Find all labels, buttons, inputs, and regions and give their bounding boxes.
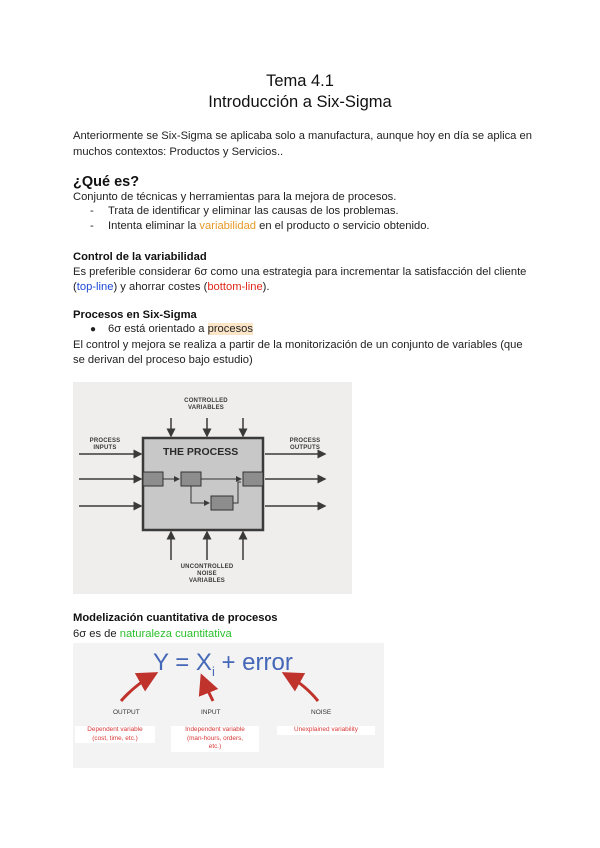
modelizacion-text-before: 6σ es de	[73, 628, 120, 640]
bullet-dot: ●	[90, 324, 97, 335]
top-line-term: top-line	[76, 281, 114, 293]
output-description: Dependent variable (cost, time, etc.)	[75, 726, 155, 743]
modelizacion-text	[73, 627, 533, 643]
control-line-1: Es preferible considerar 6σ como una estrategia para incrementar la satisfacción del cliente	[73, 266, 527, 278]
naturaleza-cuantitativa-highlight: naturaleza cuantitativa	[119, 628, 232, 640]
output-label: OUTPUT	[113, 709, 140, 716]
paren-open: (	[73, 281, 77, 293]
formula-y-equals-x: Y = X	[153, 649, 212, 676]
section-heading-procesos: Procesos en Six-Sigma	[73, 309, 197, 321]
process-diagram-drawing	[73, 382, 352, 594]
bullet-text-before: 6σ está orientado a	[108, 323, 208, 335]
page-title-topic: Tema 4.1	[266, 72, 334, 90]
que-es-definition: Conjunto de técnicas y herramientas para la mejora de procesos.	[73, 191, 397, 203]
paren-close: ).	[262, 281, 270, 293]
list-dash: -	[90, 205, 94, 217]
que-es-item-1: Trata de identificar y eliminar las causas de los problemas.	[108, 205, 399, 217]
noise-label: NOISE	[311, 709, 332, 716]
item-2-text-before: Intenta eliminar la	[108, 220, 200, 232]
procesos-line-2: se derivan del proceso bajo estudio)	[73, 354, 253, 366]
procesos-bullet-text	[108, 323, 253, 335]
the-process-label: THE PROCESS	[163, 446, 239, 458]
procesos-highlight: procesos	[207, 323, 253, 335]
input-description: Independent variable (man-hours, orders, etc.)	[171, 726, 259, 752]
uncontrolled-noise-label: UNCONTROLLED NOISE VARIABLES	[180, 564, 234, 584]
list-dash: -	[90, 220, 94, 232]
input-label: INPUT	[201, 709, 221, 716]
section-heading-control: Control de la variabilidad	[73, 251, 207, 263]
section-heading-modelizacion: Modelización cuantitativa de procesos	[73, 612, 278, 624]
process-inputs-label: PROCESS INPUTS	[89, 438, 121, 451]
noise-description: Unexplained variability	[277, 726, 375, 735]
page-title: Introducción a Six-Sigma	[208, 93, 392, 111]
formula-image	[73, 643, 384, 768]
control-line-2	[73, 280, 533, 296]
formula-subscript: i	[211, 663, 215, 679]
formula-plus-error: + error	[214, 649, 293, 676]
intro-line-2: muchos contextos: Productos y Servicios..	[73, 146, 284, 158]
bottom-line-term: bottom-line	[207, 281, 263, 293]
variabilidad-highlight: variabilidad	[199, 220, 257, 232]
intro-line-1: Anteriormente se Six-Sigma se aplicaba solo a manufactura, aunque hoy en día se aplica en	[73, 130, 532, 142]
control-middle-text: ) y ahorrar costes (	[113, 281, 208, 293]
controlled-variables-label: CONTROLLED VARIABLES	[184, 398, 228, 411]
item-2-text-after: en el producto o servicio obtenido.	[256, 220, 430, 232]
section-heading-que-es: ¿Qué es?	[73, 174, 140, 190]
que-es-item-2	[108, 220, 430, 232]
procesos-line-1: El control y mejora se realiza a partir de la monitorización de un conjunto de variables (que	[73, 339, 523, 351]
process-diagram-image	[73, 382, 352, 594]
formula-equation	[153, 649, 293, 679]
process-outputs-label: PROCESS OUTPUTS	[289, 438, 321, 451]
